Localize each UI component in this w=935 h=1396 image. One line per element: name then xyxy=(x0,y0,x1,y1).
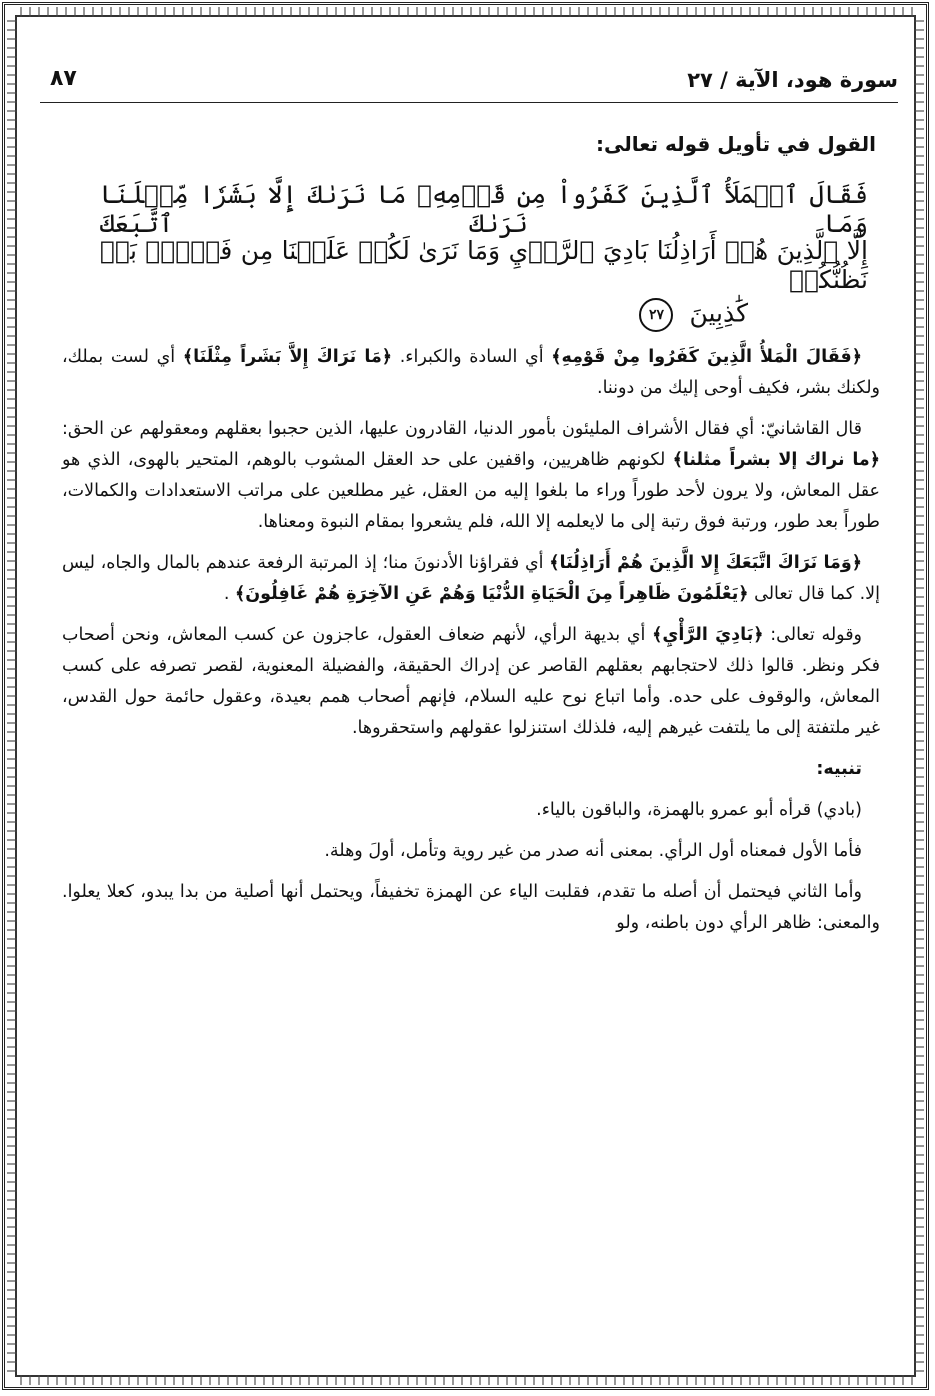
commentary-text: أي فقراؤنا الأدنونَ منا؛ إذ المرتبة الرفعة عندهم بالمال والجاه، ليس إلا. كما قال تعالى xyxy=(62,553,880,604)
ayah-number-marker: ٢٧ xyxy=(639,298,673,332)
page-number: ٨٧ xyxy=(50,66,77,91)
border-ornament-top xyxy=(17,7,914,17)
quran-quote: ﴿مَا نَرَاكَ إِلاَّ بَشَراً مِثْلَنَا﴾ xyxy=(182,347,393,367)
quran-quote: ﴿يَعْلَمُونَ ظَاهِراً مِنَ الْحَيَاةِ الدُّنْيَا وَهُمْ عَنِ الآخِرَةِ هُمْ غَافِلُونَ﴾ xyxy=(234,584,749,604)
verse-line-1: فَقَالَ ٱلۡمَلَأُ ٱلَّذِينَ كَفَرُواْ مِن قَوۡمِهِۦ مَا نَرَىٰكَ إِلَّا بَشَرٗا مِّثۡلَنَا وَمَا نَرَىٰكَ ٱتَّبَعَكَ xyxy=(100,180,868,238)
commentary-body xyxy=(62,342,880,949)
page-content xyxy=(40,50,898,1340)
note-title: تنبيه: xyxy=(816,759,862,779)
note-line-1: (بادي) قرأه أبو عمرو بالهمزة، والباقون بالياء. xyxy=(536,800,862,820)
note-line-3: وأما الثاني فيحتمل أن أصله ما تقدم، فقلبت الياء عن الهمزة تخفيفاً، ويحتمل أنها أصلية من بدا يبدو، كعلا يعلوا. والمعنى: ظاهر الرأي دون باطنه، ولو xyxy=(62,882,880,933)
commentary-text: أي بديهة الرأي، لأنهم ضعاف العقول، عاجزون عن كسب المعاش، ونحن أصحاب فكر ونظر. قالوا ذلك لاحتجابهم بعقلهم القاصر عن إدراك الحقيقة، والفضيلة المعنوية، لقصر تصرفه على كسب المعاش، والوقوف على حده. وأما اتباع نوح عليه السلام، فإنهم أصحاب همم بعيدة، وعقول حائمة حول القدس، غير ملتفتة إلى ما يلتفت غيرهم إليه، فلذلك استنزلوا عقولهم واستحقروها. xyxy=(62,625,880,738)
commentary-text: قال القاشانيّ: أي فقال الأشراف المليئون بأمور الدنيا، القادرون عليها، الذين حجبوا بعقلهم ومعقولهم عن الحق: xyxy=(62,419,862,439)
commentary-text: أي لست بملك، ولكنك بشر، فكيف أوحى إليك من دوننا. xyxy=(62,347,880,398)
verse-last-word: كَٰذِبِينَ xyxy=(689,298,748,328)
quran-quote: ﴿بَادِيَ الرَّأْيِ﴾ xyxy=(652,625,764,645)
commentary-text: أي السادة والكبراء. xyxy=(392,347,552,367)
border-ornament-bottom xyxy=(17,1375,914,1385)
quran-quote: ﴿ما نراك إلا بشراً مثلنا﴾ xyxy=(672,450,880,470)
border-ornament-right xyxy=(914,17,924,1375)
running-title: سورة هود، الآية / ٢٧ xyxy=(687,68,898,92)
paragraph-3 xyxy=(62,548,880,610)
verse-line-3 xyxy=(639,298,748,332)
note-line-2: فأما الأول فمعناه أول الرأي. بمعنى أنه صدر من غير روية وتأمل، أولَ وهلة. xyxy=(324,841,862,861)
page-header xyxy=(40,62,898,103)
paragraph-4 xyxy=(62,620,880,744)
commentary-text: لكونهم ظاهريين، واقفين على حد العقل المشوب بالوهم، المتحير بالهوى، الذي هو عقل المعاش، ولا يرون لأحد طوراً وراء ما بلغوا إليه من العقل، غير مطلعين على مراتب الاستعدادات والكمالات، طوراً بعد طور، ورتبة فوق رتبة إلى ما لايعلمه إلا الله، فلم يشعروا بمقام النبوة ومعناها. xyxy=(62,450,880,532)
commentary-text: وقوله تعالى: xyxy=(763,625,863,645)
quran-quote: ﴿وَمَا نَرَاكَ اتَّبَعَكَ إِلا الَّذِينَ هُمْ أَرَاذِلُنَا﴾ xyxy=(549,553,862,573)
quran-quote: ﴿فَقَالَ الْمَلأُ الَّذِينَ كَفَرُوا مِنْ قَوْمِهِ﴾ xyxy=(551,347,862,367)
section-title: القول في تأويل قوله تعالى: xyxy=(596,132,876,156)
paragraph-1 xyxy=(62,342,880,404)
commentary-text: . xyxy=(223,584,235,604)
border-ornament-left xyxy=(7,17,17,1375)
verse-line-2: إِلَّا ٱلَّذِينَ هُمۡ أَرَاذِلُنَا بَادِيَ ٱلرَّأۡيِ وَمَا نَرَىٰ لَكُمۡ عَلَيۡنَا مِن فَضۡلِۭ بَلۡ نَظُنُّكُمۡ xyxy=(100,236,868,294)
paragraph-2 xyxy=(62,414,880,538)
